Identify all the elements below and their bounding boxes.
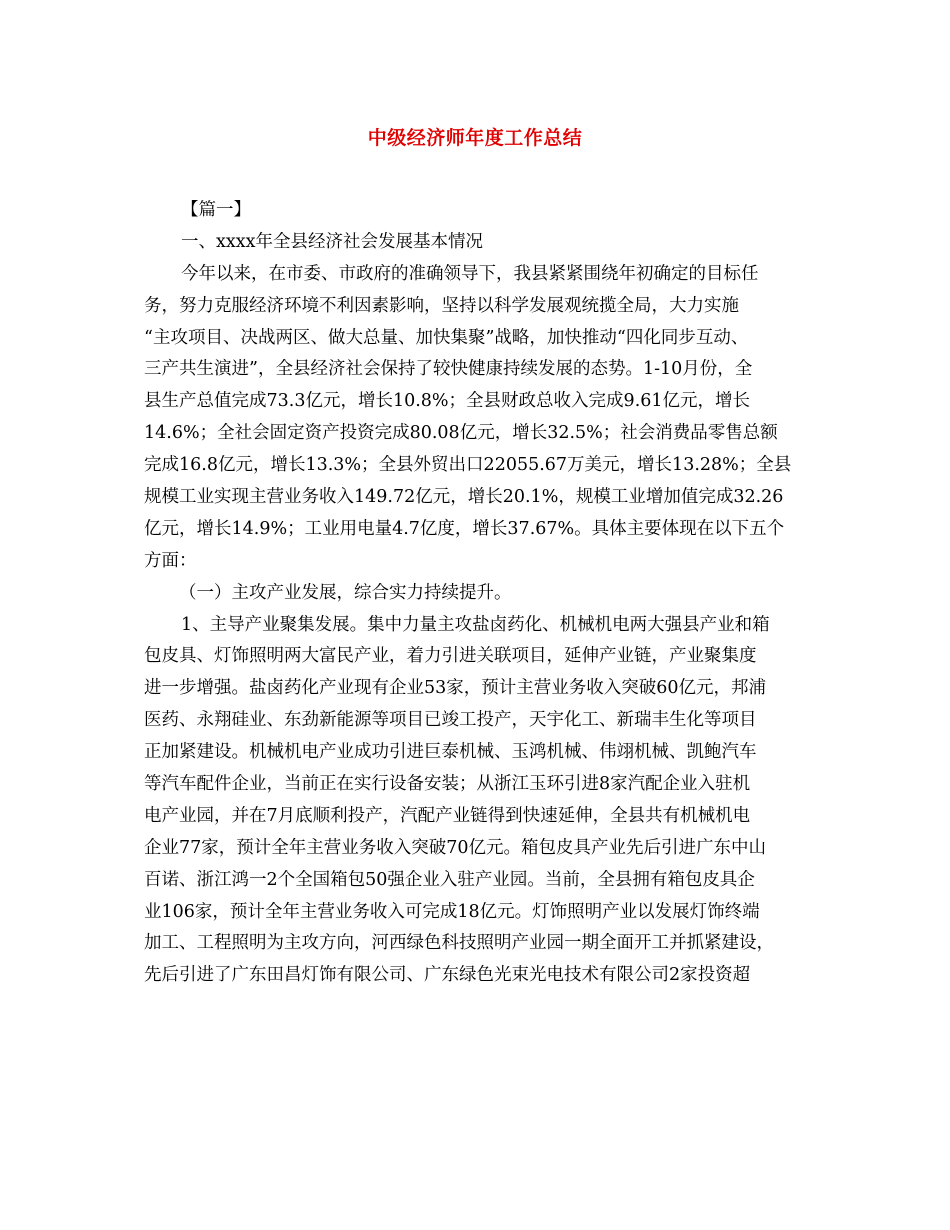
paragraph-line: 今年以来，在市委、市政府的准确领导下，我县紧紧围绕年初确定的目标任 [181, 263, 759, 284]
paragraph-line: 正加紧建设。机械机电产业成功引进巨泰机械、玉鸿机械、伟翊机械、凯鲍汽车 [144, 742, 757, 763]
subsection-heading: （一）主攻产业发展，综合实力持续提升。 [179, 582, 512, 603]
paragraph-line: 医药、永翔硅业、东劲新能源等项目已竣工投产，天宇化工、新瑞丰生化等项目 [144, 710, 757, 731]
document-body [144, 195, 810, 992]
paragraph-line: 规模工业实现主营业务收入149.72亿元，增长20.1%，规模工业增加值完成32.26 [144, 487, 784, 508]
paragraph-line: 先后引进了广东田昌灯饰有限公司、广东绿色光束光电技术有限公司2家投资超 [144, 965, 751, 986]
section-heading: 【篇一】 [181, 200, 251, 220]
paragraph-line: 企业77家，预计全年主营业务收入突破70亿元。箱包皮具产业先后引进广东中山 [144, 837, 767, 858]
paragraph-line: 14.6%；全社会固定资产投资完成80.08亿元，增长32.5%；社会消费品零售总额 [144, 423, 778, 444]
paragraph-line: 完成16.8亿元，增长13.3%；全县外贸出口22055.67万美元，增长13.28%；全县 [144, 455, 792, 476]
paragraph-line: 方面： [144, 550, 197, 571]
paragraph-line: “主攻项目、决战两区、做大总量、加快集聚”战略，加快推动“四化同步互动、 [144, 327, 749, 348]
paragraph-line: 加工、工程照明为主攻方向，河西绿色科技照明产业园一期全面开工并抓紧建设， [144, 933, 774, 954]
paragraph-line: 务，努力克服经济环境不利因素影响，坚持以科学发展观统揽全局，大力实施 [144, 295, 739, 316]
paragraph-line: 百诺、浙江鸿一2个全国箱包50强企业入驻产业园。当前，全县拥有箱包皮具企 [144, 869, 755, 890]
paragraph-line: 业106家，预计全年主营业务收入可完成18亿元。灯饰照明产业以发展灯饰终端 [144, 901, 760, 922]
paragraph-line: 1、主导产业聚集发展。集中力量主攻盐卤药化、机械机电两大强县产业和箱 [181, 614, 770, 635]
paragraph-line: 包皮具、灯饰照明两大富民产业，着力引进关联项目，延伸产业链，产业聚集度 [144, 646, 757, 667]
paragraph-line: 三产共生演进”，全县经济社会保持了较快健康持续发展的态势。1-10月份，全 [144, 359, 753, 380]
paragraph-line: 亿元，增长14.9%；工业用电量4.7亿度，增长37.67%。具体主要体现在以下五个 [144, 518, 785, 539]
paragraph-line: 电产业园，并在7月底顺利投产，汽配产业链得到快速延伸，全县共有机械机电 [144, 805, 751, 826]
paragraph-line: 等汽车配件企业，当前正在实行设备安装；从浙江玉环引进8家汽配企业入驻机 [144, 774, 751, 795]
document-title: 中级经济师年度工作总结 [367, 127, 583, 149]
paragraph-line: 进一步增强。盐卤药化产业现有企业53家，预计主营业务收入突破60亿元，邦浦 [144, 678, 767, 699]
paragraph-line: 县生产总值完成73.3亿元，增长10.8%；全县财政总收入完成9.61亿元，增长 [144, 391, 751, 412]
subsection-heading: 一、xxxx年全县经济社会发展基本情况 [181, 231, 483, 252]
